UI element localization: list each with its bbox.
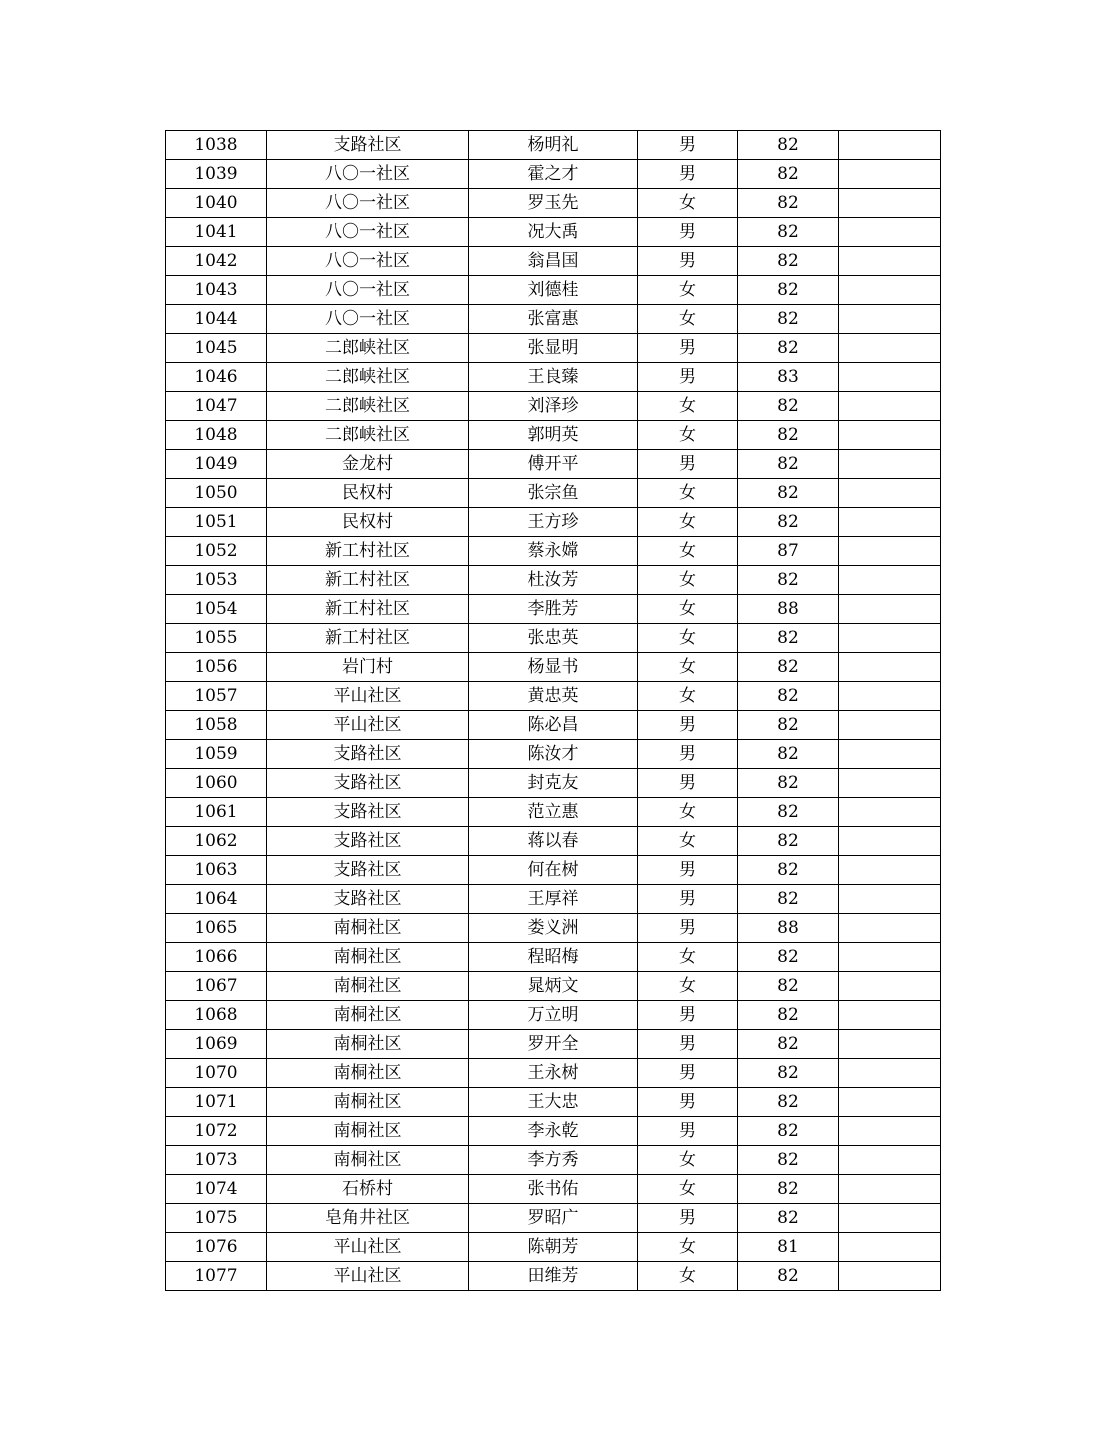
cell-note [839, 450, 941, 479]
cell-gender: 男 [638, 218, 738, 247]
cell-age: 82 [738, 1175, 839, 1204]
cell-note [839, 740, 941, 769]
cell-number: 1050 [166, 479, 267, 508]
cell-number: 1055 [166, 624, 267, 653]
cell-note [839, 247, 941, 276]
cell-community: 八〇一社区 [267, 218, 469, 247]
cell-number: 1065 [166, 914, 267, 943]
cell-note [839, 218, 941, 247]
cell-community: 八〇一社区 [267, 276, 469, 305]
cell-gender: 女 [638, 595, 738, 624]
table-row [166, 972, 941, 1001]
table-row [166, 711, 941, 740]
table-row [166, 1059, 941, 1088]
cell-name: 张显明 [469, 334, 638, 363]
cell-community: 八〇一社区 [267, 160, 469, 189]
cell-note [839, 1233, 941, 1262]
cell-number: 1066 [166, 943, 267, 972]
cell-name: 娄义洲 [469, 914, 638, 943]
cell-gender: 男 [638, 740, 738, 769]
cell-age: 82 [738, 479, 839, 508]
cell-community: 支路社区 [267, 131, 469, 160]
cell-note [839, 1030, 941, 1059]
cell-gender: 男 [638, 914, 738, 943]
cell-number: 1071 [166, 1088, 267, 1117]
cell-age: 82 [738, 1059, 839, 1088]
cell-note [839, 479, 941, 508]
cell-gender: 男 [638, 363, 738, 392]
cell-gender: 男 [638, 769, 738, 798]
cell-note [839, 421, 941, 450]
cell-name: 况大禹 [469, 218, 638, 247]
cell-number: 1042 [166, 247, 267, 276]
cell-number: 1053 [166, 566, 267, 595]
cell-age: 82 [738, 1030, 839, 1059]
cell-community: 南桐社区 [267, 1088, 469, 1117]
cell-number: 1063 [166, 856, 267, 885]
cell-gender: 男 [638, 1204, 738, 1233]
cell-community: 新工村社区 [267, 624, 469, 653]
table-row [166, 566, 941, 595]
table-row [166, 595, 941, 624]
cell-number: 1040 [166, 189, 267, 218]
cell-community: 二郎峡社区 [267, 392, 469, 421]
cell-age: 82 [738, 508, 839, 537]
cell-note [839, 827, 941, 856]
cell-age: 82 [738, 1262, 839, 1291]
cell-note [839, 943, 941, 972]
cell-number: 1046 [166, 363, 267, 392]
cell-note [839, 885, 941, 914]
table-row [166, 1175, 941, 1204]
cell-name: 蔡永嫦 [469, 537, 638, 566]
cell-community: 金龙村 [267, 450, 469, 479]
roster-table-body [166, 131, 941, 1291]
cell-age: 82 [738, 682, 839, 711]
cell-gender: 女 [638, 682, 738, 711]
cell-age: 82 [738, 1001, 839, 1030]
table-row [166, 653, 941, 682]
cell-name: 张书佑 [469, 1175, 638, 1204]
cell-note [839, 856, 941, 885]
cell-gender: 男 [638, 856, 738, 885]
cell-number: 1051 [166, 508, 267, 537]
cell-community: 支路社区 [267, 885, 469, 914]
cell-number: 1077 [166, 1262, 267, 1291]
cell-note [839, 392, 941, 421]
cell-age: 82 [738, 740, 839, 769]
cell-note [839, 508, 941, 537]
table-row [166, 479, 941, 508]
table-row [166, 1030, 941, 1059]
cell-gender: 女 [638, 827, 738, 856]
cell-note [839, 537, 941, 566]
cell-gender: 女 [638, 508, 738, 537]
cell-note [839, 363, 941, 392]
cell-note [839, 595, 941, 624]
cell-age: 82 [738, 131, 839, 160]
cell-community: 平山社区 [267, 711, 469, 740]
cell-name: 陈汝才 [469, 740, 638, 769]
cell-gender: 女 [638, 624, 738, 653]
cell-number: 1061 [166, 798, 267, 827]
cell-number: 1073 [166, 1146, 267, 1175]
cell-community: 平山社区 [267, 1262, 469, 1291]
cell-community: 南桐社区 [267, 1001, 469, 1030]
table-row [166, 421, 941, 450]
cell-age: 88 [738, 595, 839, 624]
cell-age: 82 [738, 711, 839, 740]
cell-community: 皂角井社区 [267, 1204, 469, 1233]
cell-number: 1064 [166, 885, 267, 914]
cell-community: 南桐社区 [267, 1117, 469, 1146]
cell-age: 82 [738, 1117, 839, 1146]
cell-name: 罗玉先 [469, 189, 638, 218]
cell-community: 平山社区 [267, 682, 469, 711]
cell-note [839, 1204, 941, 1233]
table-row [166, 769, 941, 798]
cell-number: 1057 [166, 682, 267, 711]
cell-number: 1038 [166, 131, 267, 160]
table-row [166, 1204, 941, 1233]
table-row [166, 1117, 941, 1146]
cell-name: 晁炳文 [469, 972, 638, 1001]
cell-gender: 男 [638, 711, 738, 740]
cell-gender: 女 [638, 1175, 738, 1204]
cell-number: 1075 [166, 1204, 267, 1233]
cell-name: 罗昭广 [469, 1204, 638, 1233]
cell-gender: 女 [638, 798, 738, 827]
cell-note [839, 653, 941, 682]
table-row [166, 943, 941, 972]
cell-number: 1049 [166, 450, 267, 479]
cell-name: 王永树 [469, 1059, 638, 1088]
table-row [166, 189, 941, 218]
cell-gender: 男 [638, 160, 738, 189]
cell-name: 王方珍 [469, 508, 638, 537]
cell-community: 支路社区 [267, 827, 469, 856]
cell-age: 82 [738, 450, 839, 479]
cell-number: 1069 [166, 1030, 267, 1059]
cell-community: 南桐社区 [267, 1146, 469, 1175]
cell-name: 霍之才 [469, 160, 638, 189]
cell-gender: 男 [638, 131, 738, 160]
cell-number: 1045 [166, 334, 267, 363]
cell-number: 1052 [166, 537, 267, 566]
cell-name: 傅开平 [469, 450, 638, 479]
cell-community: 石桥村 [267, 1175, 469, 1204]
cell-age: 82 [738, 160, 839, 189]
cell-gender: 女 [638, 537, 738, 566]
cell-age: 82 [738, 1146, 839, 1175]
cell-gender: 男 [638, 1001, 738, 1030]
cell-note [839, 276, 941, 305]
cell-gender: 男 [638, 1088, 738, 1117]
table-row [166, 1233, 941, 1262]
cell-note [839, 131, 941, 160]
cell-community: 岩门村 [267, 653, 469, 682]
cell-number: 1076 [166, 1233, 267, 1262]
cell-number: 1048 [166, 421, 267, 450]
cell-note [839, 1146, 941, 1175]
cell-community: 新工村社区 [267, 537, 469, 566]
cell-gender: 女 [638, 479, 738, 508]
cell-name: 李方秀 [469, 1146, 638, 1175]
cell-age: 82 [738, 624, 839, 653]
cell-name: 杨显书 [469, 653, 638, 682]
table-row [166, 392, 941, 421]
cell-gender: 女 [638, 1233, 738, 1262]
cell-community: 新工村社区 [267, 566, 469, 595]
cell-number: 1062 [166, 827, 267, 856]
table-row [166, 885, 941, 914]
table-row [166, 218, 941, 247]
cell-community: 八〇一社区 [267, 305, 469, 334]
cell-note [839, 160, 941, 189]
cell-number: 1074 [166, 1175, 267, 1204]
cell-name: 罗开全 [469, 1030, 638, 1059]
cell-number: 1056 [166, 653, 267, 682]
cell-gender: 女 [638, 1146, 738, 1175]
cell-gender: 男 [638, 334, 738, 363]
cell-note [839, 624, 941, 653]
cell-name: 李胜芳 [469, 595, 638, 624]
roster-table [165, 130, 941, 1291]
cell-number: 1067 [166, 972, 267, 1001]
cell-note [839, 1059, 941, 1088]
cell-note [839, 305, 941, 334]
cell-community: 南桐社区 [267, 1030, 469, 1059]
cell-gender: 女 [638, 189, 738, 218]
cell-community: 八〇一社区 [267, 189, 469, 218]
table-row [166, 1001, 941, 1030]
table-row [166, 247, 941, 276]
cell-name: 杜汝芳 [469, 566, 638, 595]
cell-note [839, 566, 941, 595]
cell-note [839, 972, 941, 1001]
cell-age: 82 [738, 653, 839, 682]
cell-age: 82 [738, 305, 839, 334]
table-row [166, 450, 941, 479]
cell-community: 二郎峡社区 [267, 421, 469, 450]
cell-community: 新工村社区 [267, 595, 469, 624]
cell-number: 1044 [166, 305, 267, 334]
table-row [166, 508, 941, 537]
cell-community: 支路社区 [267, 856, 469, 885]
cell-note [839, 1117, 941, 1146]
cell-name: 王厚祥 [469, 885, 638, 914]
cell-note [839, 682, 941, 711]
cell-community: 二郎峡社区 [267, 334, 469, 363]
cell-community: 民权村 [267, 508, 469, 537]
table-row [166, 740, 941, 769]
cell-community: 南桐社区 [267, 1059, 469, 1088]
cell-gender: 女 [638, 276, 738, 305]
cell-community: 支路社区 [267, 769, 469, 798]
cell-age: 82 [738, 276, 839, 305]
cell-name: 田维芳 [469, 1262, 638, 1291]
cell-note [839, 1088, 941, 1117]
table-row [166, 914, 941, 943]
cell-name: 封克友 [469, 769, 638, 798]
cell-age: 82 [738, 885, 839, 914]
cell-note [839, 798, 941, 827]
cell-number: 1041 [166, 218, 267, 247]
cell-gender: 女 [638, 305, 738, 334]
cell-name: 张富惠 [469, 305, 638, 334]
table-row [166, 624, 941, 653]
cell-gender: 男 [638, 247, 738, 276]
cell-community: 平山社区 [267, 1233, 469, 1262]
table-row [166, 537, 941, 566]
cell-number: 1039 [166, 160, 267, 189]
cell-gender: 女 [638, 421, 738, 450]
cell-note [839, 914, 941, 943]
cell-name: 刘泽珍 [469, 392, 638, 421]
cell-age: 82 [738, 943, 839, 972]
cell-note [839, 334, 941, 363]
cell-age: 82 [738, 247, 839, 276]
cell-name: 李永乾 [469, 1117, 638, 1146]
cell-name: 张宗鱼 [469, 479, 638, 508]
table-row [166, 1262, 941, 1291]
table-row [166, 827, 941, 856]
table-row [166, 276, 941, 305]
cell-number: 1060 [166, 769, 267, 798]
cell-community: 南桐社区 [267, 943, 469, 972]
cell-number: 1043 [166, 276, 267, 305]
cell-age: 82 [738, 856, 839, 885]
cell-age: 81 [738, 1233, 839, 1262]
cell-age: 87 [738, 537, 839, 566]
table-row [166, 856, 941, 885]
cell-number: 1072 [166, 1117, 267, 1146]
cell-gender: 女 [638, 653, 738, 682]
cell-name: 翁昌国 [469, 247, 638, 276]
cell-note [839, 1175, 941, 1204]
cell-age: 88 [738, 914, 839, 943]
cell-age: 82 [738, 566, 839, 595]
table-row [166, 1146, 941, 1175]
cell-gender: 女 [638, 392, 738, 421]
cell-name: 刘德桂 [469, 276, 638, 305]
cell-number: 1058 [166, 711, 267, 740]
cell-note [839, 769, 941, 798]
cell-age: 82 [738, 1204, 839, 1233]
cell-note [839, 1262, 941, 1291]
cell-gender: 男 [638, 885, 738, 914]
cell-community: 支路社区 [267, 798, 469, 827]
cell-number: 1068 [166, 1001, 267, 1030]
cell-name: 蒋以春 [469, 827, 638, 856]
cell-community: 支路社区 [267, 740, 469, 769]
cell-number: 1054 [166, 595, 267, 624]
cell-name: 程昭梅 [469, 943, 638, 972]
cell-age: 82 [738, 218, 839, 247]
cell-community: 八〇一社区 [267, 247, 469, 276]
cell-note [839, 1001, 941, 1030]
table-row [166, 334, 941, 363]
cell-gender: 男 [638, 1117, 738, 1146]
cell-gender: 男 [638, 450, 738, 479]
cell-name: 陈必昌 [469, 711, 638, 740]
table-row [166, 363, 941, 392]
cell-gender: 女 [638, 972, 738, 1001]
cell-name: 王大忠 [469, 1088, 638, 1117]
table-row [166, 682, 941, 711]
cell-community: 南桐社区 [267, 914, 469, 943]
cell-note [839, 189, 941, 218]
cell-gender: 女 [638, 566, 738, 595]
cell-age: 83 [738, 363, 839, 392]
cell-age: 82 [738, 972, 839, 1001]
cell-age: 82 [738, 1088, 839, 1117]
cell-age: 82 [738, 392, 839, 421]
cell-age: 82 [738, 798, 839, 827]
cell-name: 王良臻 [469, 363, 638, 392]
cell-name: 何在树 [469, 856, 638, 885]
cell-name: 郭明英 [469, 421, 638, 450]
table-row [166, 1088, 941, 1117]
cell-gender: 男 [638, 1059, 738, 1088]
cell-community: 二郎峡社区 [267, 363, 469, 392]
cell-name: 范立惠 [469, 798, 638, 827]
cell-name: 杨明礼 [469, 131, 638, 160]
cell-name: 黄忠英 [469, 682, 638, 711]
table-row [166, 798, 941, 827]
cell-gender: 女 [638, 943, 738, 972]
cell-gender: 男 [638, 1030, 738, 1059]
cell-age: 82 [738, 334, 839, 363]
cell-age: 82 [738, 421, 839, 450]
cell-gender: 女 [638, 1262, 738, 1291]
cell-age: 82 [738, 189, 839, 218]
cell-age: 82 [738, 827, 839, 856]
table-row [166, 131, 941, 160]
cell-note [839, 711, 941, 740]
cell-age: 82 [738, 769, 839, 798]
table-row [166, 305, 941, 334]
cell-number: 1047 [166, 392, 267, 421]
cell-name: 张忠英 [469, 624, 638, 653]
cell-community: 民权村 [267, 479, 469, 508]
table-row [166, 160, 941, 189]
cell-name: 万立明 [469, 1001, 638, 1030]
cell-community: 南桐社区 [267, 972, 469, 1001]
cell-number: 1059 [166, 740, 267, 769]
cell-name: 陈朝芳 [469, 1233, 638, 1262]
cell-number: 1070 [166, 1059, 267, 1088]
